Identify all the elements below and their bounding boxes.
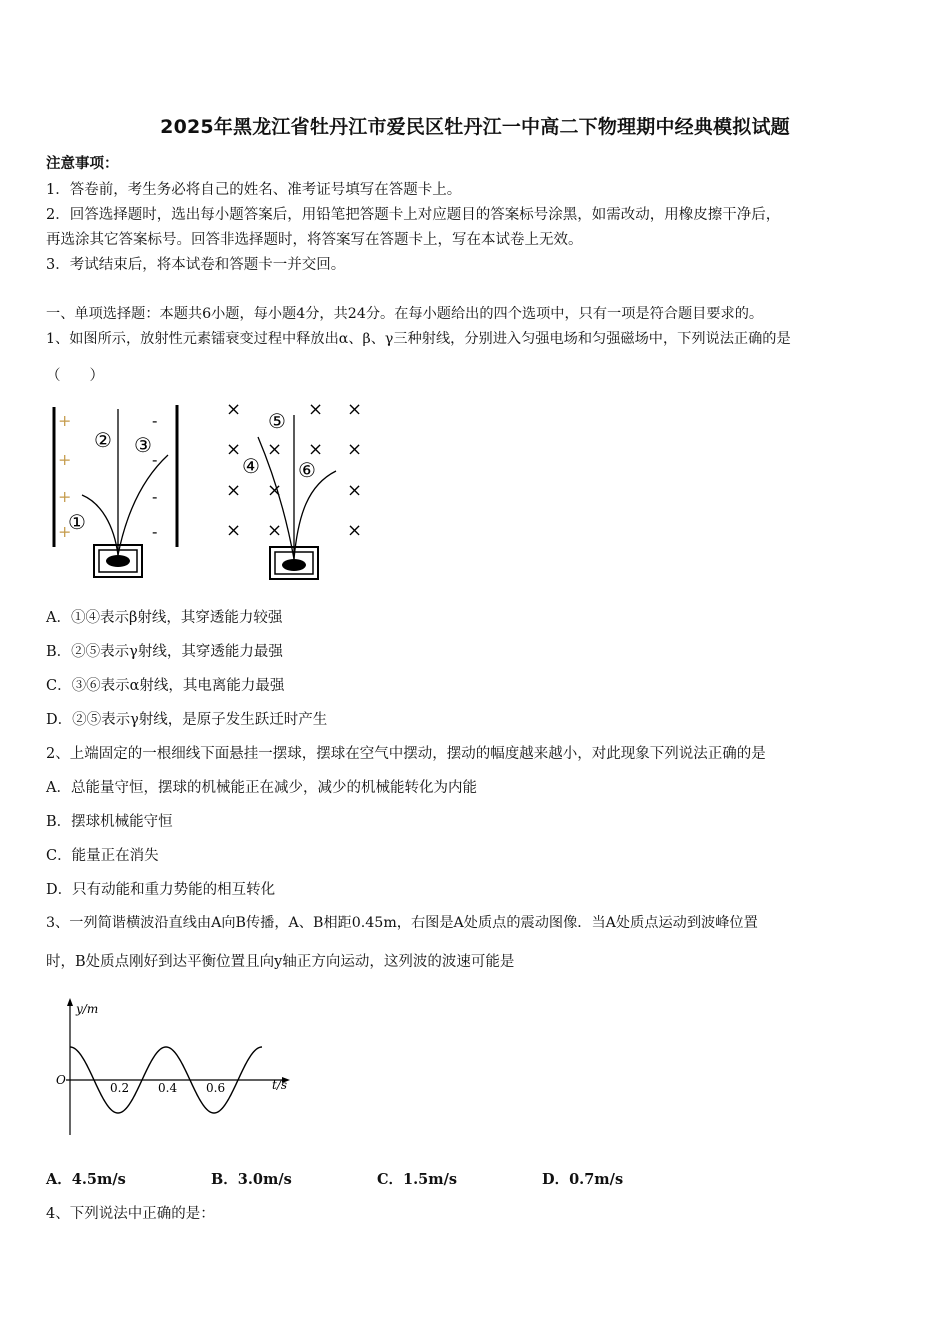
minus-sign: - [152,522,158,541]
radium-source [106,555,130,567]
label-1: ① [68,510,86,534]
label-3: ③ [134,433,152,457]
label-5: ⑤ [268,409,286,433]
label-4: ④ [242,454,260,478]
cross-mark: × [267,520,283,541]
x-tick-label: 0.4 [158,1081,178,1095]
radium-source [282,559,306,571]
cross-mark: × [226,520,242,541]
q2-option-b[interactable]: B．摆球机械能守恒 [46,814,173,830]
ray-3 [118,455,168,555]
cross-mark: × [308,439,324,460]
notice-item-3: 3．考试结束后，将本试卷和答题卡一并交回。 [46,257,346,273]
notice-heading: 注意事项： [46,155,119,172]
q3-option-a[interactable]: A．4.5m/s [46,1171,126,1188]
y-axis-label: y/m [76,1002,99,1016]
q2-stem: 2、上端固定的一根细线下面悬挂一摆球，摆球在空气中摆动，摆动的幅度越来越小，对此现象下列说法正确的是 [46,746,766,762]
q1-stem-paren: （ ） [46,368,104,384]
cross-mark: × [267,480,283,501]
cross-mark: × [347,439,363,460]
minus-sign: - [152,450,158,469]
minus-sign: - [152,487,158,506]
q1-stem: 1、如图所示，放射性元素镭衰变过程中释放出α、β、γ三种射线，分别进入匀强电场和匀强磁场中，下列说法正确的是 [46,331,791,347]
q1-option-d[interactable]: D．②⑤表示γ射线，是原子发生跃迁时产生 [46,712,328,728]
page-title: 2025年黑龙江省牡丹江市爱民区牡丹江一中高二下物理期中经典模拟试题 [160,116,790,138]
cross-mark: × [347,399,363,420]
origin-label: O [56,1073,66,1087]
q4-stem: 4、下列说法中正确的是： [46,1206,215,1222]
plus-sign: + [58,522,72,541]
q1-option-b[interactable]: B．②⑤表示γ射线，其穿透能力最强 [46,644,283,660]
cross-mark: × [226,439,242,460]
ray-6 [294,471,336,559]
x-tick-label: 0.2 [110,1081,130,1095]
q3-stem-cont: 时，B处质点刚好到达平衡位置且向y轴正方向运动，这列波的波速可能是 [46,954,515,970]
label-6: ⑥ [298,458,316,482]
cross-mark: × [267,439,283,460]
cross-mark: × [308,399,324,420]
cross-mark: × [226,399,242,420]
x-axis-label: t/s [272,1078,288,1092]
section-header: 一、单项选择题：本题共6小题，每小题4分，共24分。在每小题给出的四个选项中，只有一项是符合题目要求的。 [46,306,764,322]
notice-item-2-cont: 再选涂其它答案标号。回答非选择题时，将答案写在答题卡上，写在本试卷上无效。 [46,232,583,248]
cross-mark: × [347,480,363,501]
notice-item-1: 1．答卷前，考生务必将自己的姓名、准考证号填写在答题卡上。 [46,182,462,198]
q1-option-a[interactable]: A．①④表示β射线，其穿透能力较强 [46,610,283,626]
x-tick-label: 0.6 [206,1081,226,1095]
plus-sign: + [58,450,72,469]
q2-option-c[interactable]: C．能量正在消失 [46,848,159,864]
y-axis-arrow [67,998,73,1006]
q1-option-c[interactable]: C．③⑥表示α射线，其电离能力最强 [46,678,285,694]
q3-option-d[interactable]: D．0.7m/s [542,1171,624,1188]
q3-vibration-chart [46,995,306,1140]
cross-mark: × [226,480,242,501]
minus-sign: - [152,411,158,430]
cross-mark: × [347,520,363,541]
q2-option-a[interactable]: A．总能量守恒，摆球的机械能正在减少，减少的机械能转化为内能 [46,780,477,796]
notice-item-2: 2．回答选择题时，选出每小题答案后，用铅笔把答题卡上对应题目的答案标号涂黑，如需改动，用橡皮擦干净后， [46,207,781,223]
q3-option-b[interactable]: B．3.0m/s [211,1171,292,1188]
plus-sign: + [58,487,72,506]
label-2: ② [94,428,112,452]
q1-radiation-figure [46,395,376,585]
q3-stem: 3、一列简谐横波沿直线由A向B传播，A、B相距0.45m，右图是A处质点的震动图像．当A处质点运动到波峰位置 [46,915,758,931]
plus-sign: + [58,411,72,430]
q2-option-d[interactable]: D．只有动能和重力势能的相互转化 [46,882,276,898]
q3-option-c[interactable]: C．1.5m/s [377,1171,458,1188]
